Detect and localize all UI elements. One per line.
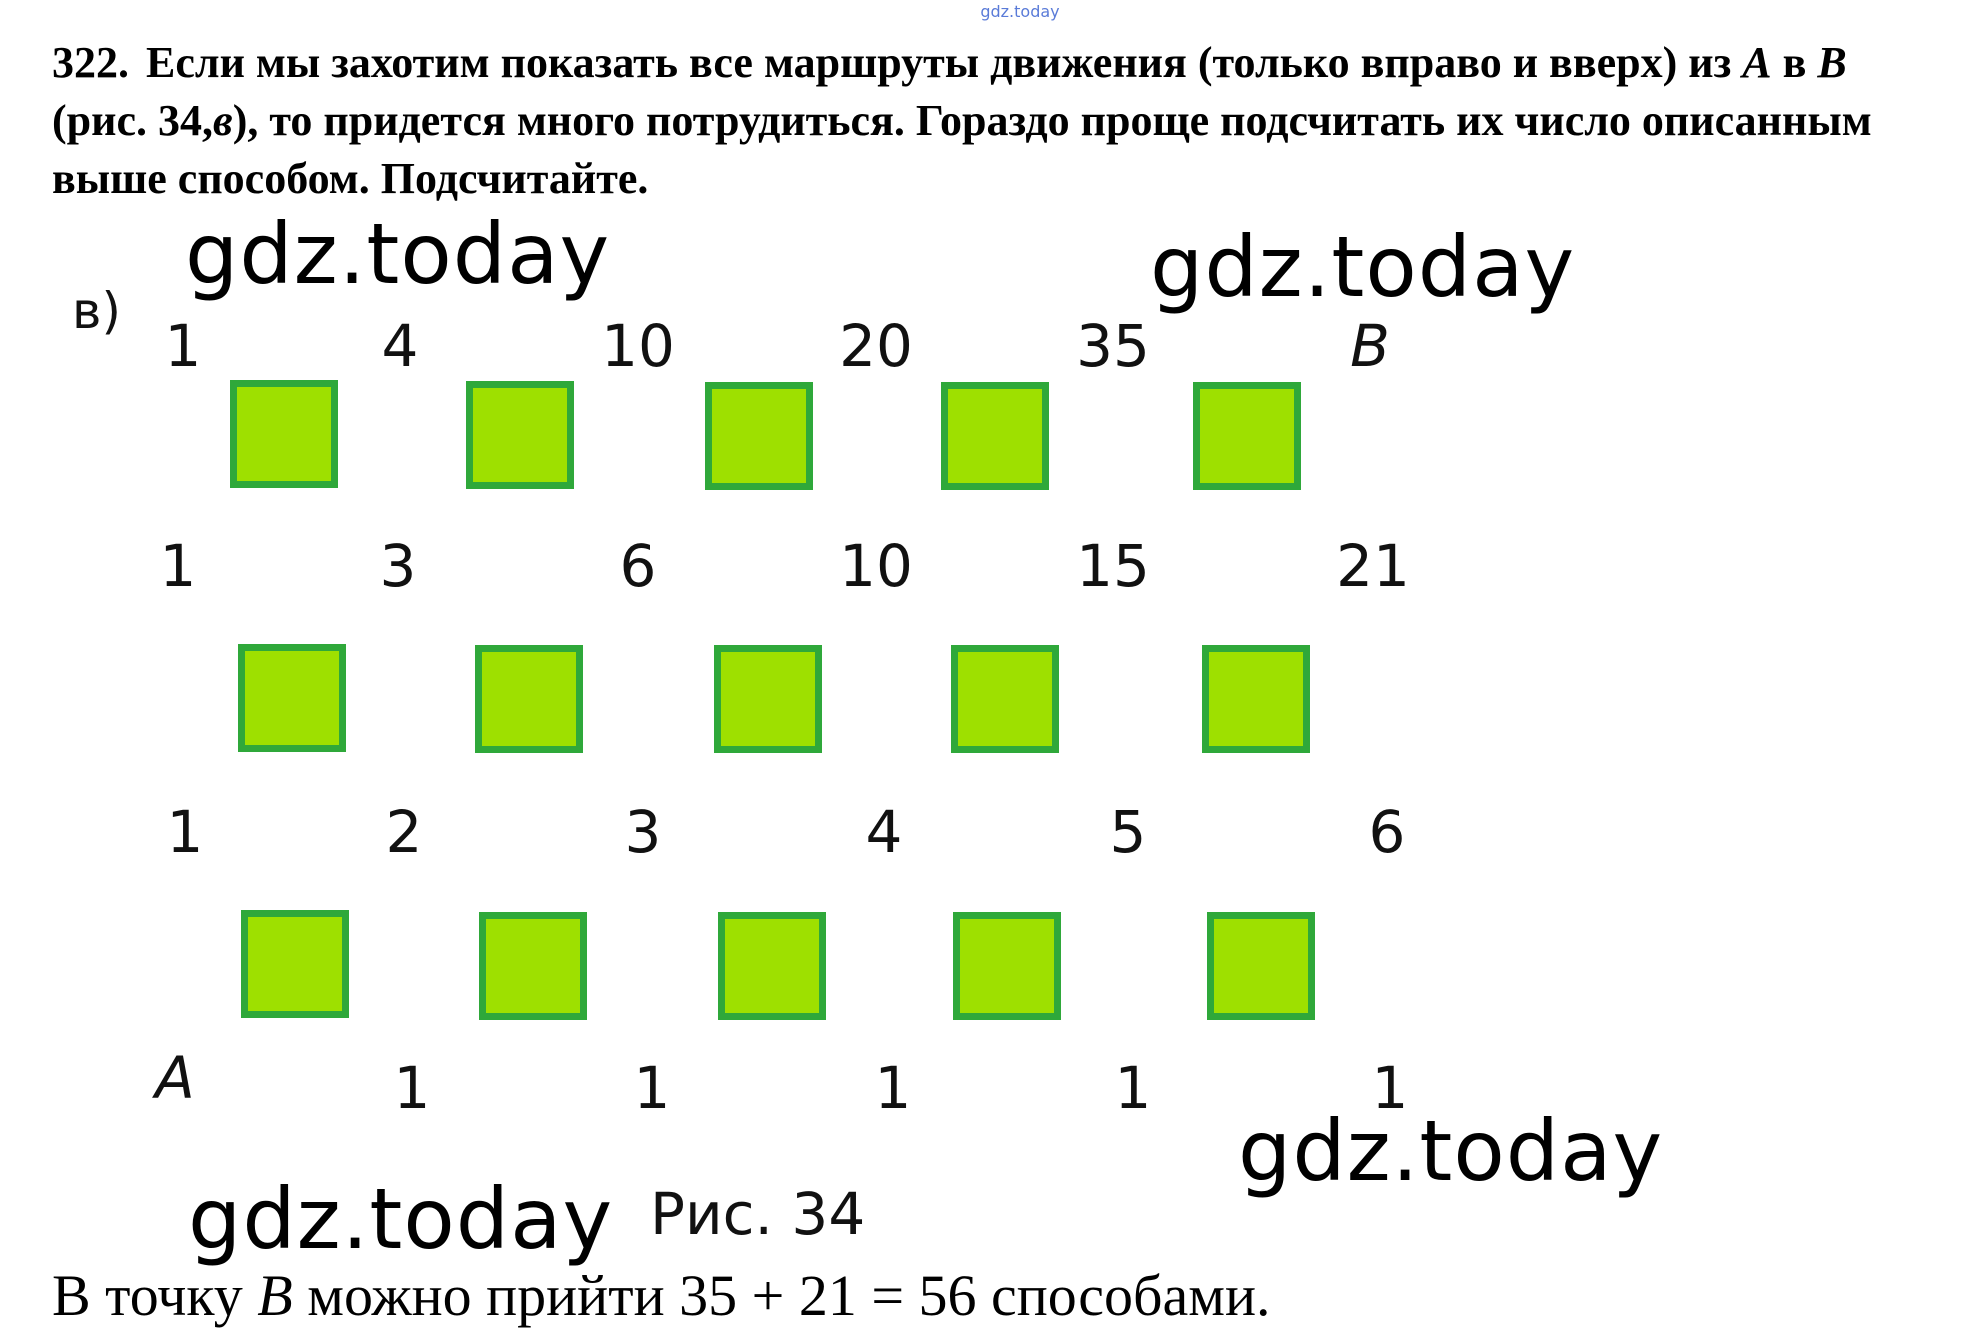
problem-text-3: ), то придется много потрудиться. Гораздо проще подсчитать их число описанным выше способом. Подсчитайте. xyxy=(52,96,1872,203)
grid-square xyxy=(238,644,346,752)
grid-count: 2 xyxy=(385,798,423,866)
grid-count: 6 xyxy=(1368,798,1406,866)
grid-square xyxy=(1207,912,1315,1020)
figure-caption: Рис. 34 xyxy=(650,1180,866,1248)
point-a-ref: A xyxy=(1742,38,1772,87)
watermark: gdz.today xyxy=(188,1170,614,1268)
figure-label: в) xyxy=(72,282,121,340)
grid-count: 35 xyxy=(1076,312,1150,380)
answer-text-2: можно прийти 35 + 21 = 56 способами. xyxy=(307,1263,1271,1328)
grid-count: 10 xyxy=(601,312,675,380)
grid-count: 1 xyxy=(633,1054,671,1122)
answer xyxy=(52,1262,1271,1329)
grid-count: 10 xyxy=(839,532,913,600)
problem-statement xyxy=(52,34,1952,208)
point-b-label: B xyxy=(1350,312,1390,380)
grid-square xyxy=(718,912,826,1020)
problem-text-1: Если мы захотим показать все маршруты движения (только вправо и вверх) из xyxy=(146,38,1732,87)
watermark: gdz.today xyxy=(185,205,611,303)
grid-count: 21 xyxy=(1336,532,1410,600)
figure-reference: (рис. 34, xyxy=(52,96,214,145)
header-watermark: gdz.today xyxy=(980,2,1060,21)
grid-square xyxy=(941,382,1049,490)
grid-square xyxy=(475,645,583,753)
grid-square xyxy=(479,912,587,1020)
point-b-ref: B xyxy=(1817,38,1847,87)
grid-square xyxy=(951,645,1059,753)
grid-square xyxy=(953,912,1061,1020)
grid-square xyxy=(230,380,338,488)
grid-count: 1 xyxy=(1371,1054,1409,1122)
grid-count: 4 xyxy=(381,312,419,380)
grid-square xyxy=(241,910,349,1018)
point-a-label: A xyxy=(155,1044,195,1112)
grid-count: 15 xyxy=(1076,532,1150,600)
figure-reference-letter: в xyxy=(213,96,233,145)
answer-text-1: В точку xyxy=(52,1263,243,1328)
watermark: gdz.today xyxy=(1238,1102,1664,1200)
grid-count: 1 xyxy=(874,1054,912,1122)
grid-square xyxy=(714,645,822,753)
grid-count: 1 xyxy=(164,312,202,380)
grid-square xyxy=(466,381,574,489)
grid-count: 4 xyxy=(865,798,903,866)
grid-count: 1 xyxy=(1114,1054,1152,1122)
problem-number: 322. xyxy=(52,38,129,87)
grid-square xyxy=(1193,382,1301,490)
grid-count: 6 xyxy=(619,532,657,600)
grid-count: 1 xyxy=(393,1054,431,1122)
problem-text-2: в xyxy=(1782,38,1807,87)
grid-square xyxy=(705,382,813,490)
grid-count: 3 xyxy=(624,798,662,866)
grid-count: 20 xyxy=(839,312,913,380)
grid-count: 1 xyxy=(166,798,204,866)
grid-count: 5 xyxy=(1109,798,1147,866)
grid-count: 3 xyxy=(379,532,417,600)
answer-point-b: B xyxy=(257,1263,293,1328)
grid-square xyxy=(1202,645,1310,753)
watermark: gdz.today xyxy=(1150,218,1576,316)
grid-count: 1 xyxy=(159,532,197,600)
